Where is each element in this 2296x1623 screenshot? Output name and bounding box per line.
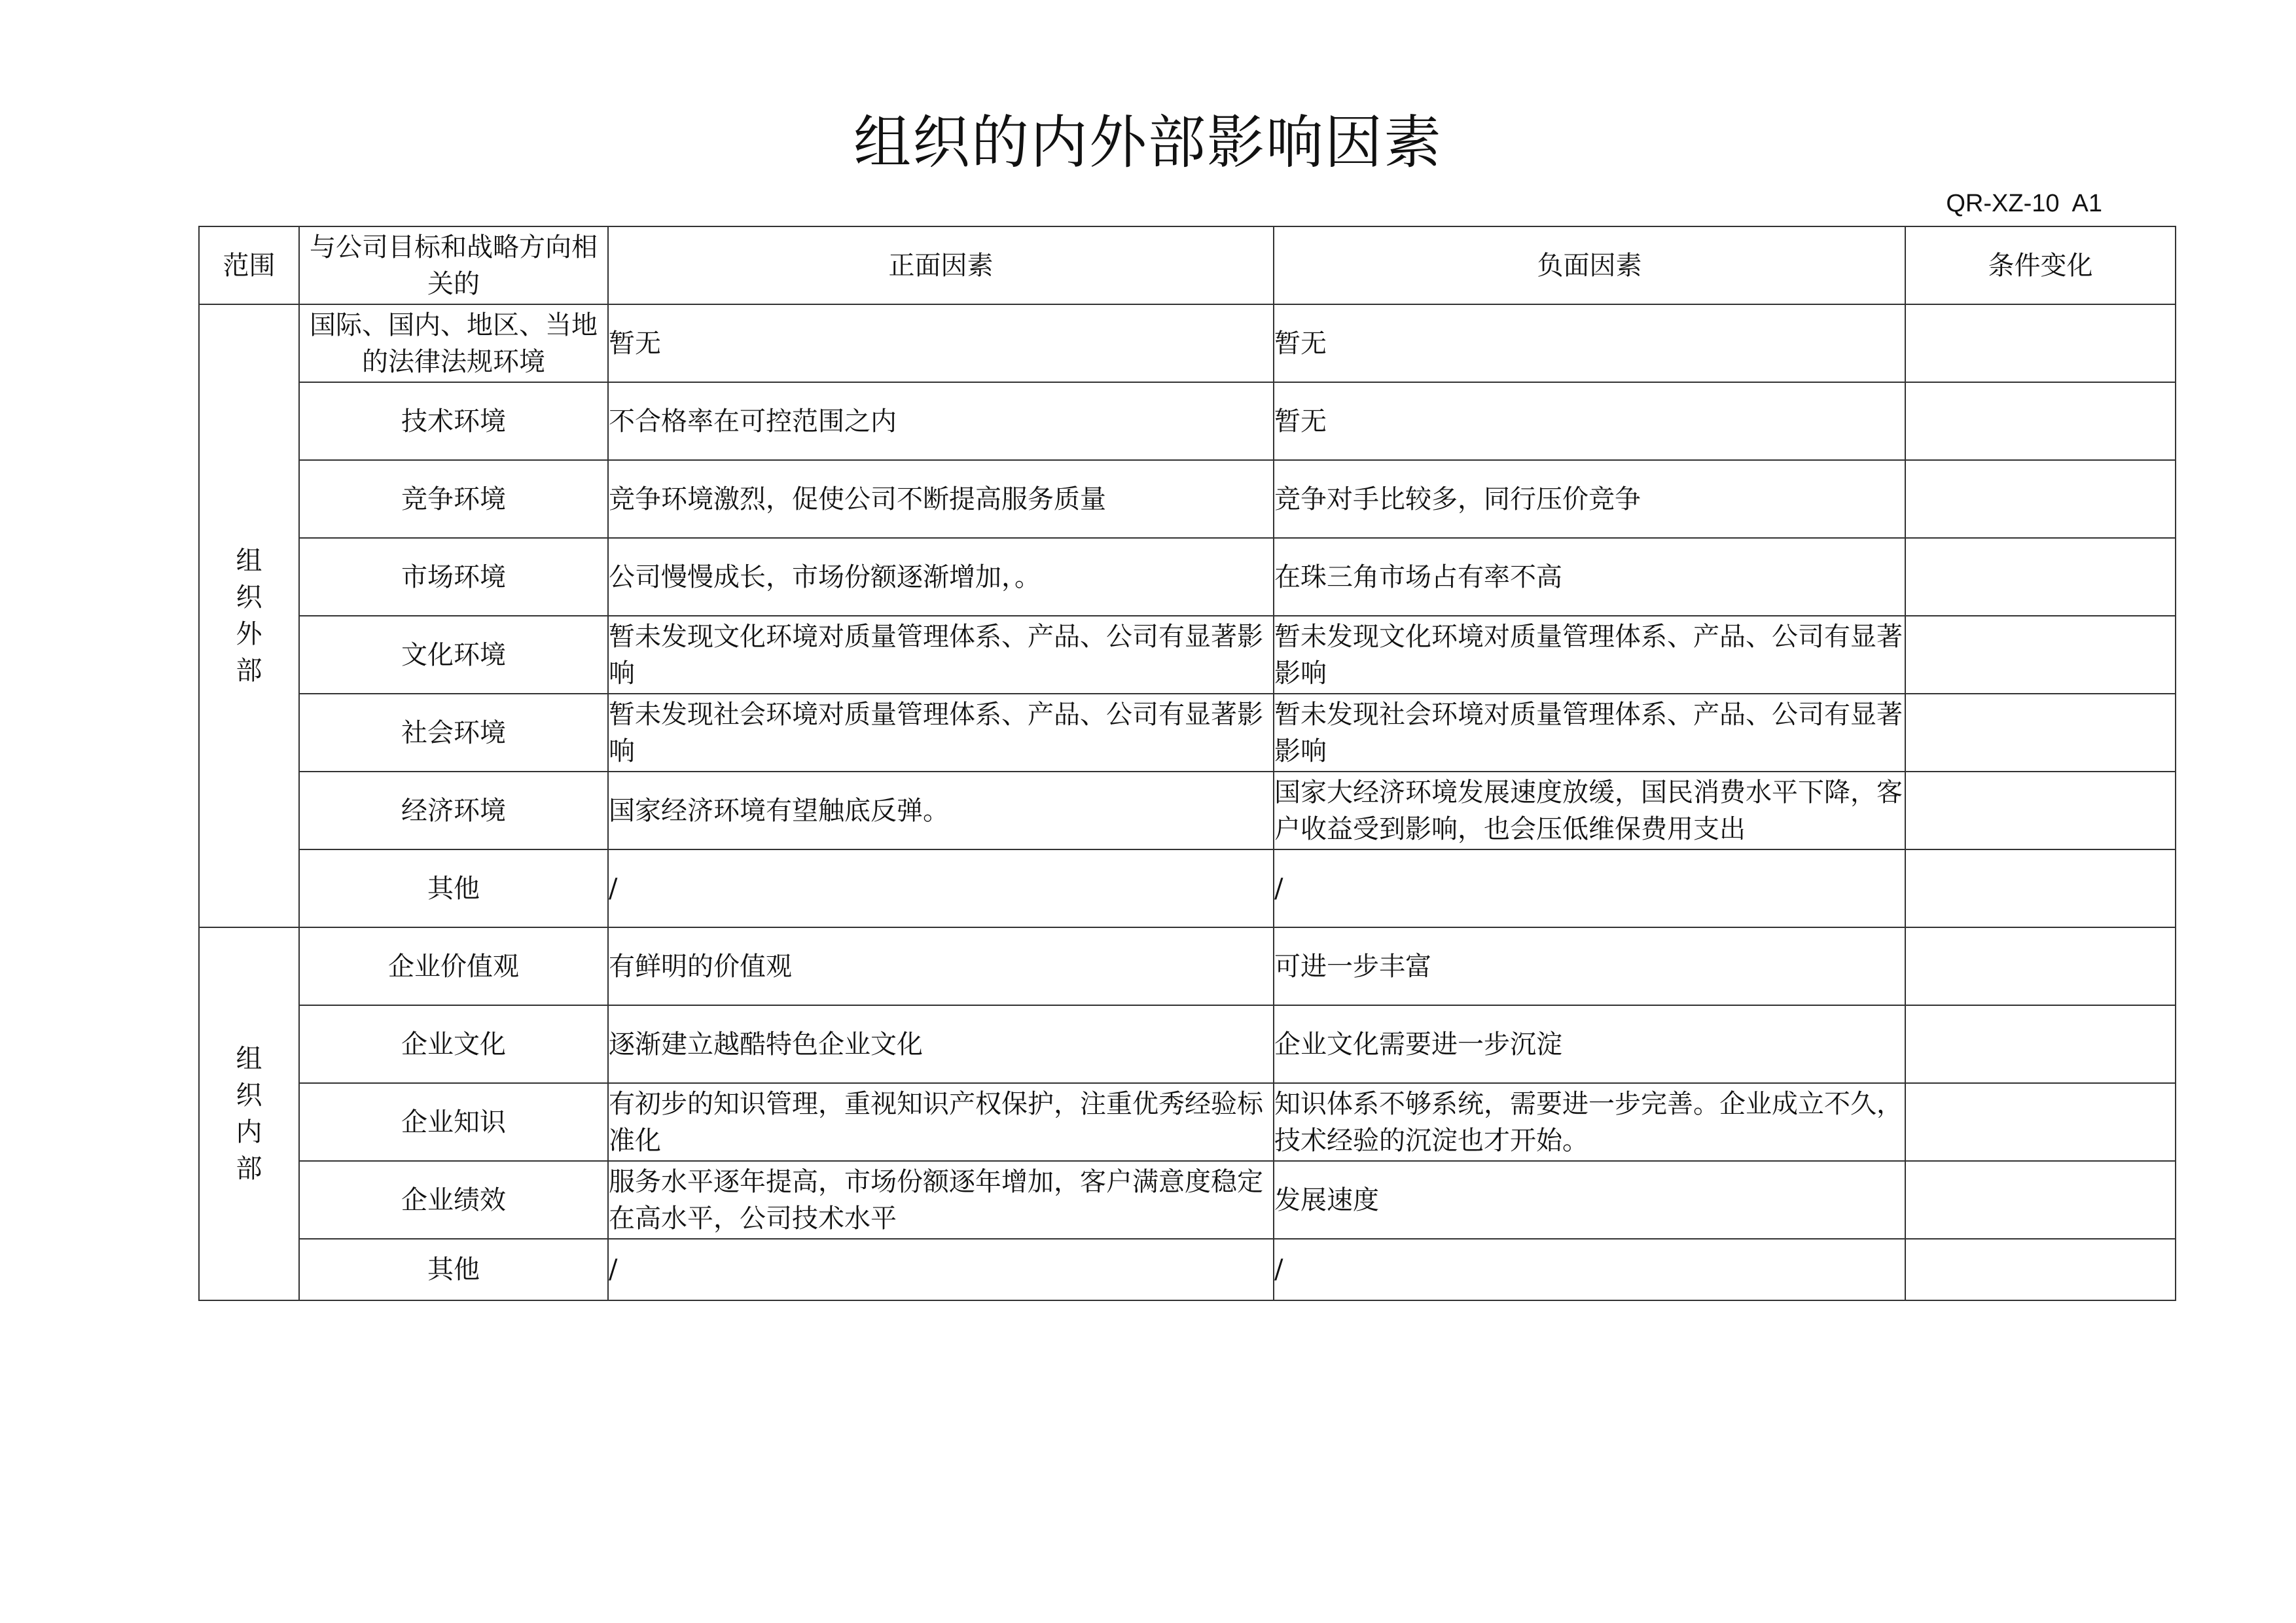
factor-label: 技术环境 bbox=[299, 382, 608, 460]
factor-label: 文化环境 bbox=[299, 616, 608, 694]
positive-cell: 服务水平逐年提高，市场份额逐年增加，客户满意度稳定在高水平，公司技术水平 bbox=[608, 1161, 1274, 1239]
factor-label: 竞争环境 bbox=[299, 460, 608, 538]
condition-cell bbox=[1905, 538, 2176, 616]
factor-label: 国际、国内、地区、当地的法律法规环境 bbox=[299, 304, 608, 382]
condition-cell bbox=[1905, 304, 2176, 382]
table-header-row bbox=[199, 226, 2176, 304]
condition-cell bbox=[1905, 1083, 2176, 1161]
header-scope: 范围 bbox=[199, 226, 299, 304]
condition-cell bbox=[1905, 460, 2176, 538]
table-row bbox=[199, 1083, 2176, 1161]
negative-cell: 可进一步丰富 bbox=[1274, 927, 1905, 1005]
positive-cell: 暂未发现文化环境对质量管理体系、产品、公司有显著影响 bbox=[608, 616, 1274, 694]
negative-cell: / bbox=[1274, 1239, 1905, 1300]
condition-cell bbox=[1905, 616, 2176, 694]
scope-cell-internal bbox=[199, 927, 299, 1300]
negative-cell: 发展速度 bbox=[1274, 1161, 1905, 1239]
table-row bbox=[199, 616, 2176, 694]
negative-cell: 暂未发现文化环境对质量管理体系、产品、公司有显著影响 bbox=[1274, 616, 1905, 694]
document-title: 组织的内外部影响因素 bbox=[853, 109, 1443, 176]
factor-label: 其他 bbox=[299, 849, 608, 927]
table-row bbox=[199, 304, 2176, 382]
scope-cell-external bbox=[199, 304, 299, 927]
positive-cell: 有初步的知识管理，重视知识产权保护，注重优秀经验标准化 bbox=[608, 1083, 1274, 1161]
table-row bbox=[199, 1161, 2176, 1239]
negative-cell: 知识体系不够系统，需要进一步完善。企业成立不久，技术经验的沉淀也才开始。 bbox=[1274, 1083, 1905, 1161]
positive-cell: 竞争环境激烈，促使公司不断提高服务质量 bbox=[608, 460, 1274, 538]
condition-cell bbox=[1905, 849, 2176, 927]
scope-label: 组织内部 bbox=[236, 1044, 262, 1184]
document-code: QR-XZ-10 A1 bbox=[1946, 190, 2102, 217]
negative-cell: 在珠三角市场占有率不高 bbox=[1274, 538, 1905, 616]
factors-table bbox=[198, 226, 2176, 1301]
condition-cell bbox=[1905, 1239, 2176, 1300]
table-row bbox=[199, 1239, 2176, 1300]
condition-cell bbox=[1905, 1005, 2176, 1083]
condition-cell bbox=[1905, 772, 2176, 849]
factor-label: 其他 bbox=[299, 1239, 608, 1300]
header-condition: 条件变化 bbox=[1905, 226, 2176, 304]
factor-label: 企业文化 bbox=[299, 1005, 608, 1083]
table-row bbox=[199, 1005, 2176, 1083]
header-positive: 正面因素 bbox=[608, 226, 1274, 304]
negative-cell: 暂未发现社会环境对质量管理体系、产品、公司有显著影响 bbox=[1274, 694, 1905, 772]
factor-label: 企业绩效 bbox=[299, 1161, 608, 1239]
scope-label: 组织外部 bbox=[236, 546, 262, 686]
table-row bbox=[199, 460, 2176, 538]
positive-cell: 暂无 bbox=[608, 304, 1274, 382]
negative-cell: 竞争对手比较多，同行压价竞争 bbox=[1274, 460, 1905, 538]
condition-cell bbox=[1905, 1161, 2176, 1239]
table-row bbox=[199, 927, 2176, 1005]
factor-label: 企业知识 bbox=[299, 1083, 608, 1161]
negative-cell: 企业文化需要进一步沉淀 bbox=[1274, 1005, 1905, 1083]
condition-cell bbox=[1905, 694, 2176, 772]
factor-label: 企业价值观 bbox=[299, 927, 608, 1005]
factor-label: 经济环境 bbox=[299, 772, 608, 849]
table-row bbox=[199, 772, 2176, 849]
positive-cell: 逐渐建立越酷特色企业文化 bbox=[608, 1005, 1274, 1083]
table-row bbox=[199, 849, 2176, 927]
table-row bbox=[199, 382, 2176, 460]
condition-cell bbox=[1905, 927, 2176, 1005]
factor-label: 社会环境 bbox=[299, 694, 608, 772]
negative-cell: / bbox=[1274, 849, 1905, 927]
header-related: 与公司目标和战略方向相关的 bbox=[299, 226, 608, 304]
positive-cell: / bbox=[608, 1239, 1274, 1300]
positive-cell: 公司慢慢成长，市场份额逐渐增加，。 bbox=[608, 538, 1274, 616]
negative-cell: 暂无 bbox=[1274, 304, 1905, 382]
table-row bbox=[199, 694, 2176, 772]
positive-cell: / bbox=[608, 849, 1274, 927]
positive-cell: 国家经济环境有望触底反弹。 bbox=[608, 772, 1274, 849]
factor-label: 市场环境 bbox=[299, 538, 608, 616]
table-row bbox=[199, 538, 2176, 616]
condition-cell bbox=[1905, 382, 2176, 460]
positive-cell: 有鲜明的价值观 bbox=[608, 927, 1274, 1005]
positive-cell: 暂未发现社会环境对质量管理体系、产品、公司有显著影响 bbox=[608, 694, 1274, 772]
negative-cell: 国家大经济环境发展速度放缓，国民消费水平下降，客户收益受到影响，也会压低维保费用支出 bbox=[1274, 772, 1905, 849]
negative-cell: 暂无 bbox=[1274, 382, 1905, 460]
header-negative: 负面因素 bbox=[1274, 226, 1905, 304]
positive-cell: 不合格率在可控范围之内 bbox=[608, 382, 1274, 460]
